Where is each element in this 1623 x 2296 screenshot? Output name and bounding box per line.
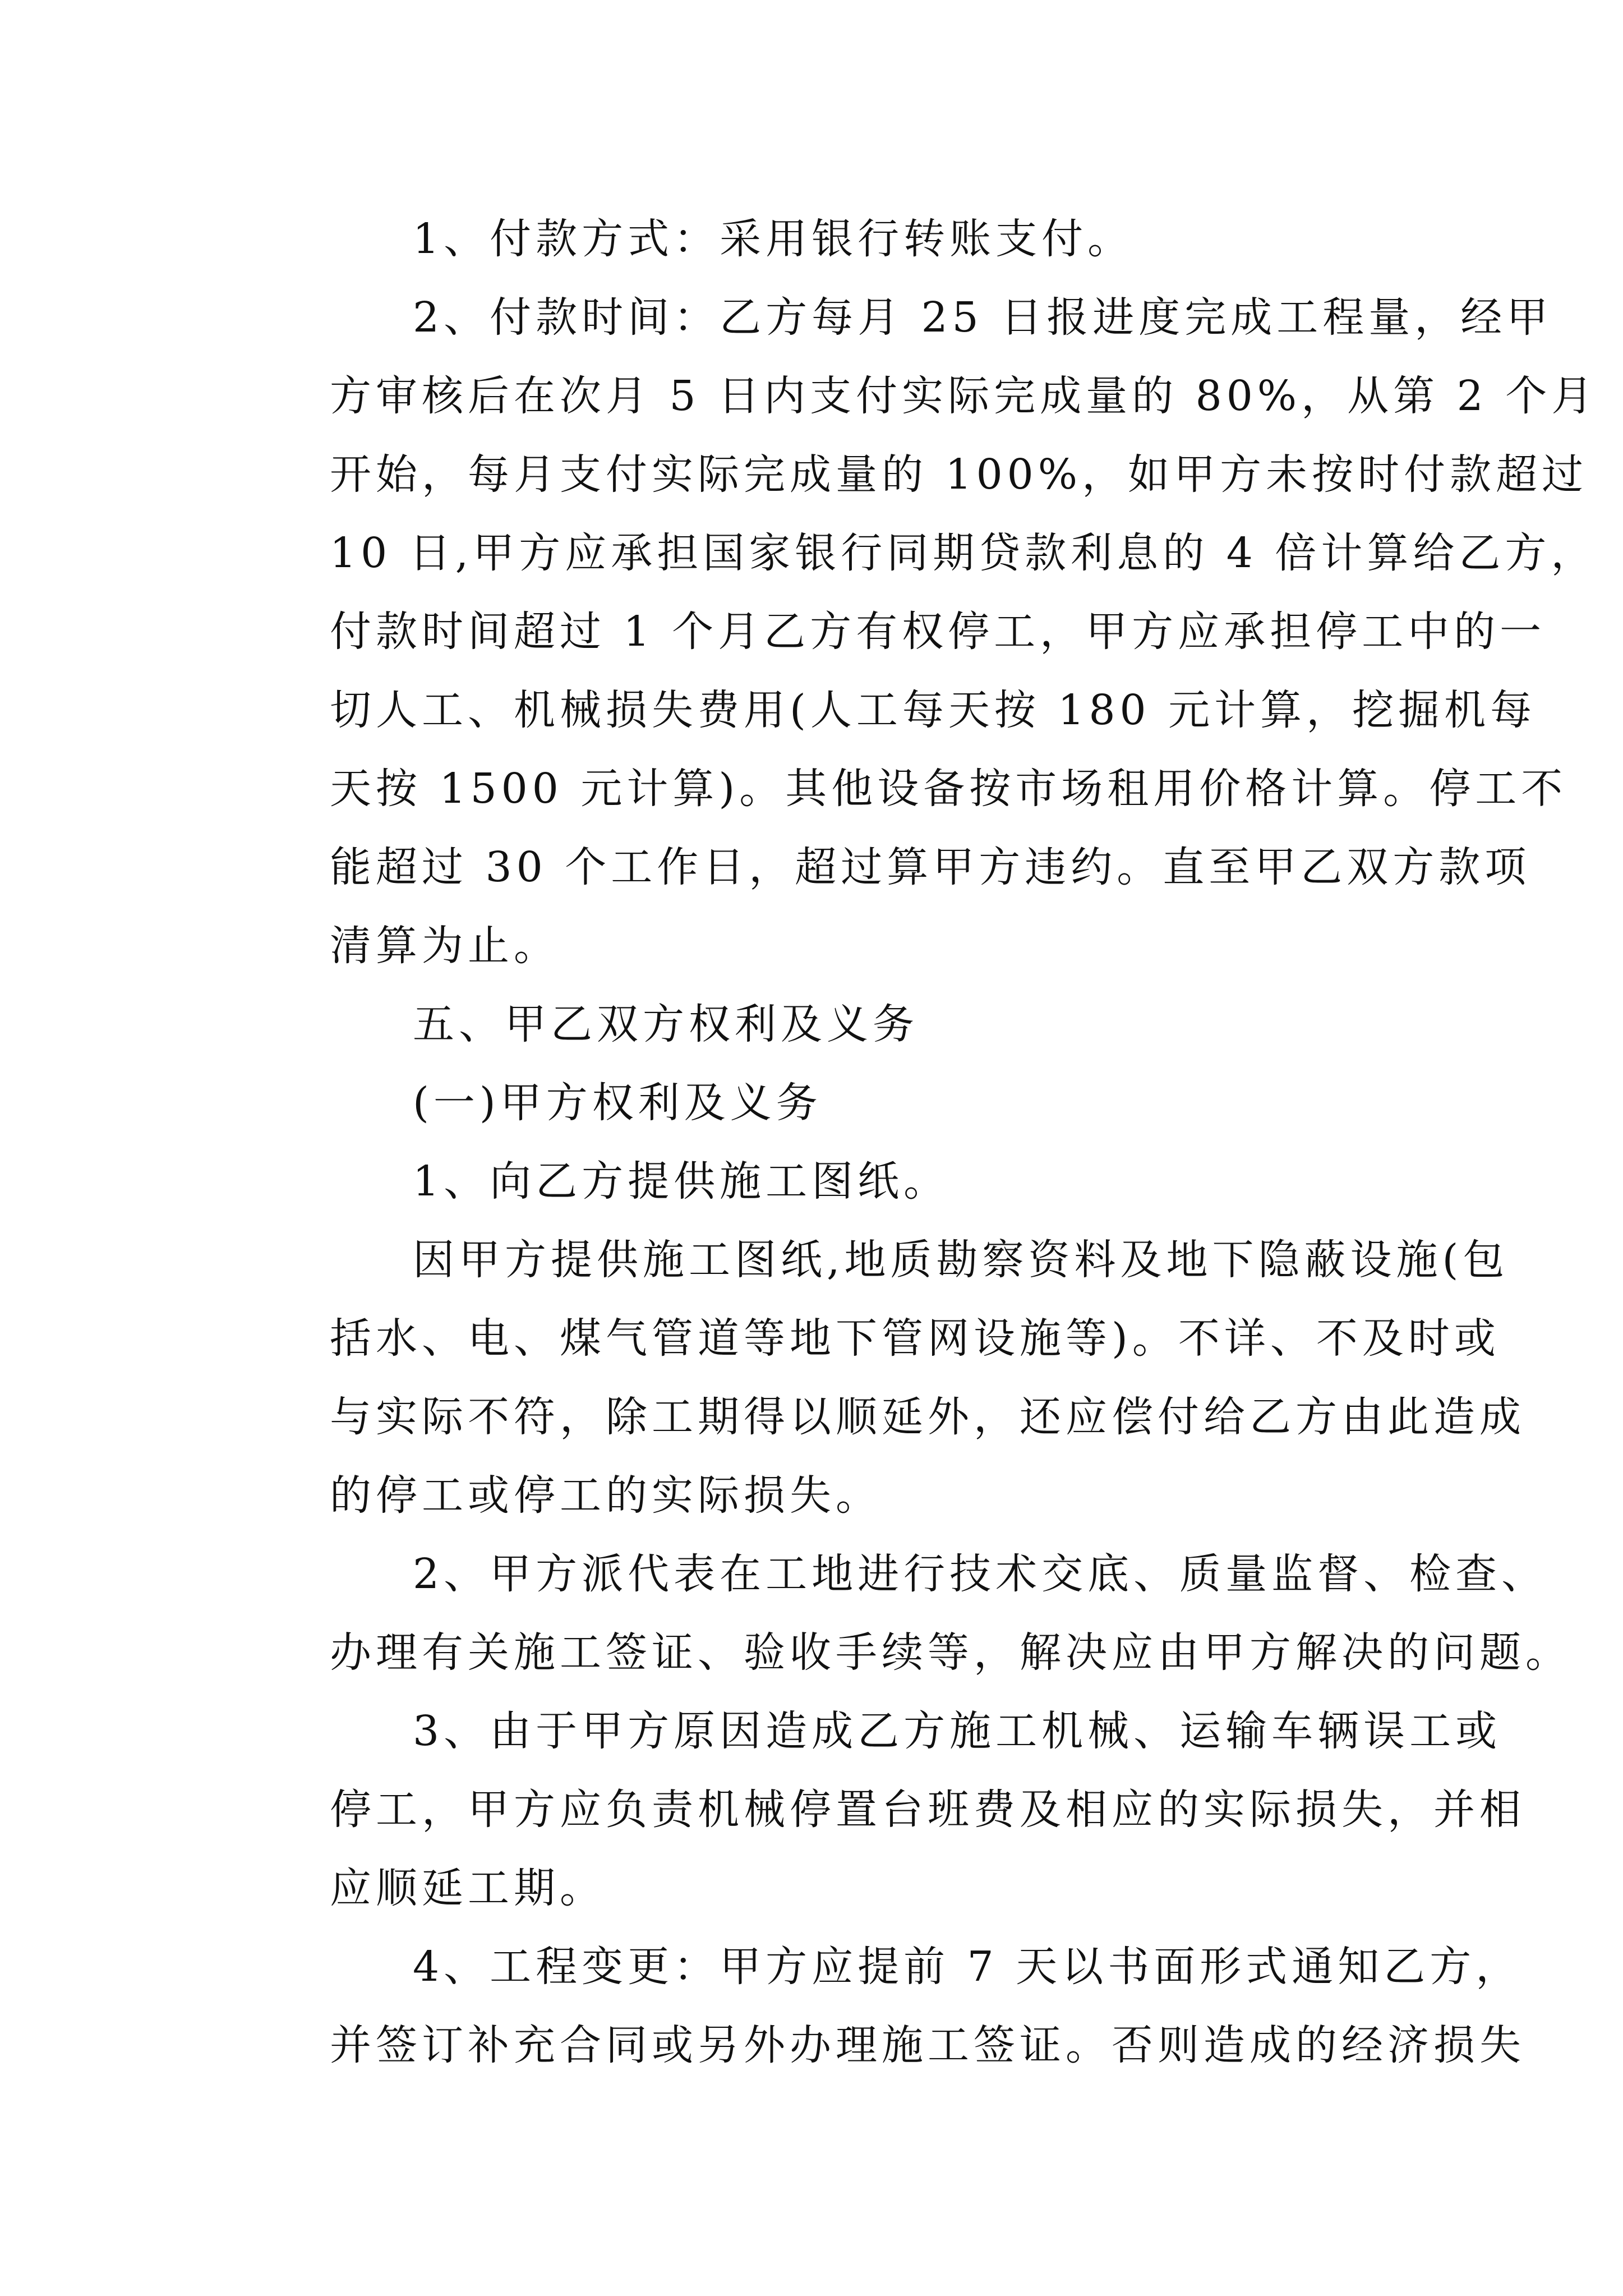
text-line: 与实际不符，除工期得以顺延外，还应偿付给乙方由此造成 (330, 1393, 1525, 1441)
text-line: 付款时间超过 1 个月乙方有权停工，甲方应承担停工中的一 (330, 608, 1546, 656)
paragraph-site-representative (247, 1535, 1571, 1692)
text-line: 并签订补充合同或另外办理施工签证。否则造成的经济损失 (330, 2021, 1525, 2069)
text-line: 10 日,甲方应承担国家银行同期贷款利息的 4 倍计算给乙方， (330, 529, 1597, 577)
text-line: 停工，甲方应负责机械停置台班费及相应的实际损失，并相 (330, 1786, 1525, 1834)
paragraph-drawing-liability (247, 1221, 1525, 1535)
text-line: 2、甲方派代表在工地进行技术交底、质量监督、检查、 (413, 1550, 1548, 1598)
text-line: 能超过 30 个工作日，超过算甲方违约。直至甲乙双方款项 (330, 843, 1531, 891)
text-line: 办理有关施工签证、验收手续等，解决应由甲方解决的问题。 (330, 1628, 1571, 1677)
text-line: 五、甲乙双方权利及义务 (413, 1000, 919, 1048)
paragraph-equipment-delay (247, 1692, 1525, 1927)
text-line: 方审核后在次月 5 日内支付实际完成量的 80%，从第 2 个月 (330, 372, 1598, 420)
text-line: 开始，每月支付实际完成量的 100%，如甲方未按时付款超过 (330, 450, 1588, 499)
paragraph-payment-method (247, 200, 1380, 278)
subsection-heading-party-a (247, 1064, 1380, 1142)
text-line: 4、工程变更：甲方应提前 7 天以书面形式通知乙方， (413, 1943, 1522, 1991)
text-line: 1、向乙方提供施工图纸。 (413, 1157, 950, 1205)
paragraph-engineering-change (247, 1927, 1525, 2085)
text-line: 切人工、机械损失费用(人工每天按 180 元计算，挖掘机每 (330, 686, 1537, 734)
text-line: 应顺延工期。 (330, 1864, 606, 1912)
paragraph-provide-drawings (247, 1142, 1380, 1221)
text-line: 3、由于甲方原因造成乙方施工机械、运输车辆误工或 (413, 1707, 1502, 1755)
text-line: (一)甲方权利及义务 (413, 1079, 822, 1127)
document-body (247, 200, 1598, 2085)
text-line: 清算为止。 (330, 922, 560, 970)
text-line: 天按 1500 元计算)。其他设备按市场租用价格计算。停工不 (330, 765, 1567, 813)
text-line: 的停工或停工的实际损失。 (330, 1471, 882, 1520)
text-line: 1、付款方式：采用银行转账支付。 (413, 215, 1134, 263)
text-line: 2、付款时间：乙方每月 25 日报进度完成工程量，经甲 (413, 293, 1553, 342)
text-line: 因甲方提供施工图纸,地质勘察资料及地下隐蔽设施(包 (413, 1236, 1509, 1284)
section-heading-rights-obligations (247, 985, 1380, 1064)
paragraph-payment-time (247, 278, 1598, 985)
text-line: 括水、电、煤气管道等地下管网设施等)。不详、不及时或 (330, 1314, 1500, 1363)
